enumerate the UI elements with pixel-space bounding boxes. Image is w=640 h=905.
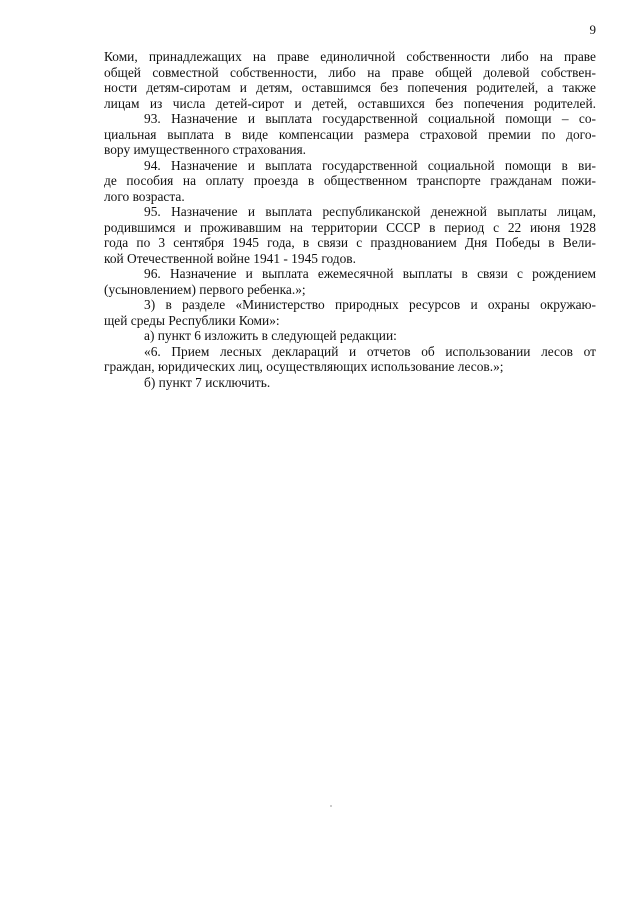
text-line: кой Отечественной войне 1941 - 1945 годов.	[104, 250, 356, 266]
text-line: 96. Назначение и выплата ежемесячной выплаты в связи с рождением	[144, 266, 596, 281]
text-line: б) пункт 7 исключить.	[144, 374, 271, 390]
text-line: а) пункт 6 изложить в следующей редакции:	[144, 328, 397, 343]
scan-speck	[330, 805, 332, 807]
text-line: (усыновлением) первого ребенка.»;	[104, 281, 306, 297]
text-line: 95. Назначение и выплата республиканской денежной выплаты лицам,	[144, 204, 596, 219]
document-body	[104, 49, 596, 390]
text-line: года по 3 сентября 1945 года, в связи с празднованием Дня Победы в Вели-	[104, 235, 596, 250]
text-line: «6. Прием лесных деклараций и отчетов об использовании лесов от	[144, 343, 596, 359]
text-line: 93. Назначение и выплата государственной социальной помощи – со-	[144, 111, 596, 126]
text-block	[104, 49, 596, 390]
text-line: вору имущественного страхования.	[104, 142, 307, 157]
text-line: граждан, юридических лиц, осуществляющих использование лесов.»;	[104, 359, 504, 374]
text-line: де пособия на оплату проезда в общественном транспорте гражданам пожи-	[104, 173, 596, 188]
text-line: лого возраста.	[104, 188, 185, 204]
page-number: 9	[589, 22, 596, 37]
text-line: Коми, принадлежащих на праве единоличной собственности либо на праве	[104, 49, 596, 64]
text-line: общей совместной собственности, либо на праве общей долевой собствен-	[104, 64, 596, 80]
text-line: 94. Назначение и выплата государственной социальной помощи в ви-	[144, 157, 596, 173]
text-line: родившимся и проживавшим на территории СССР в период с 22 июня 1928	[104, 219, 596, 235]
text-line: щей среды Республики Коми»:	[104, 312, 280, 328]
text-line: ности детям-сиротам и детям, оставшимся без попечения родителей, а также	[104, 80, 596, 95]
text-line: 3) в разделе «Министерство природных ресурсов и охраны окружаю-	[144, 297, 596, 312]
text-line: циальная выплата в виде компенсации размера страховой премии по дого-	[104, 126, 596, 142]
text-line: лицам из числа детей-сирот и детей, оставшихся без попечения родителей.	[104, 95, 596, 111]
